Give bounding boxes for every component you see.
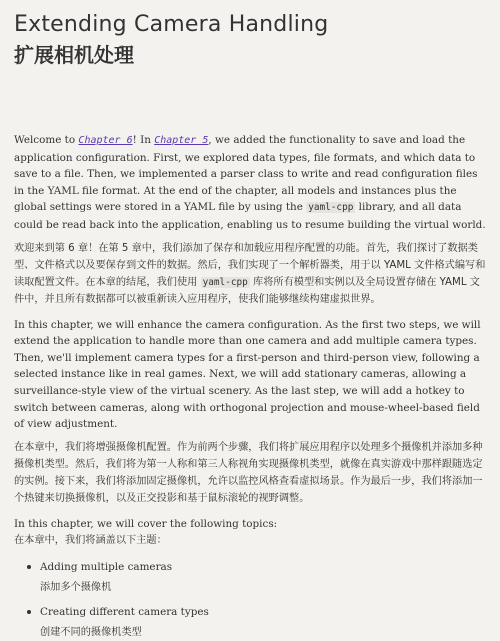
topics-list xyxy=(14,559,486,640)
intro-text-mid: ! In xyxy=(132,134,155,146)
chapter-6-link[interactable]: Chapter 6 xyxy=(78,135,133,146)
intro-text-start: Welcome to xyxy=(14,134,79,146)
intro-paragraph-en xyxy=(14,132,486,234)
list-item xyxy=(40,559,486,596)
topics-intro-zh: 在本章中，我们将涵盖以下主题： xyxy=(14,535,167,547)
topics-intro-en: In this chapter, we will cover the following topics: xyxy=(14,517,278,530)
list-item xyxy=(40,604,486,641)
bullet-icon xyxy=(27,565,31,569)
intro-text-end: library, and all data could be read back into the application, enabling us to resume building the virtual world. xyxy=(14,201,486,231)
yaml-cpp-code: yaml-cpp xyxy=(308,202,354,214)
chapter-5-link[interactable]: Chapter 5 xyxy=(154,135,209,146)
topic-zh: 创建不同的摄像机类型 xyxy=(40,626,142,638)
intro-text-body: , we added the functionality to save and load the application configuration. First, we explored data types, file formats, and which data to save to a file. Then, we implemented a parser class to write and read configuration files in the YAML file format. At the end of the chapter, all models and instances plus the global settings were stored in a YAML file by using the xyxy=(14,134,478,214)
yaml-cpp-code-zh: yaml-cpp xyxy=(202,276,248,288)
intro-paragraph-zh xyxy=(14,240,486,308)
chapter-title-en: Extending Camera Handling xyxy=(14,12,329,37)
chapter-title-zh: 扩展相机处理 xyxy=(14,43,134,67)
overview-paragraph-zh: 在本章中，我们将增强摄像机配置。作为前两个步骤，我们将扩展应用程序以处理多个摄像机并添加多种摄像机类型。然后，我们将为第一人称和第三人称视角实现摄像机类型，就像在真实游戏中那样跟随选定的实例。接下来，我们将添加固定摄像机，允许以监控风格查看虚拟场景。作为最后一步，我们将添加一个热键来切换摄像机，以及正交投影和基于鼠标滚轮的视野调整。 xyxy=(14,441,483,504)
topic-zh: 添加多个摄像机 xyxy=(40,581,112,593)
bullet-icon xyxy=(27,610,31,614)
intro-zh-end: 库将所有模型和实例以及全局设置存储在 YAML 文件中，并且所有数据都可以被重新读入应用程序，使我们能够继续构建虚拟世界。 xyxy=(14,276,480,305)
overview-paragraph-en: In this chapter, we will enhance the camera configuration. As the first two steps, we will extend the application to handle more than one camera and add multiple camera types. Then, we'll implement camera types for a first-person and third-person view, following a selected instance like in real games. Next, we will add stationary cameras, allowing a surveillance-style view of the virtual scenery. As the last step, we will add a hotkey to switch between cameras, along with orthogonal projection and mouse-wheel-based field of view adjustment. xyxy=(14,318,481,431)
topic-en: Adding multiple cameras xyxy=(40,561,173,574)
intro-zh-body: 欢迎来到第 6 章！在第 5 章中，我们添加了保存和加载应用程序配置的功能。首先，我们探讨了数据类型、文件格式以及要保存到文件的数据。然后，我们实现了一个解析器类，用于以 YAML 文件格式编写和读取配置文件。在本章的结尾，我们使用 xyxy=(14,242,486,288)
topic-en: Creating different camera types xyxy=(40,605,209,618)
